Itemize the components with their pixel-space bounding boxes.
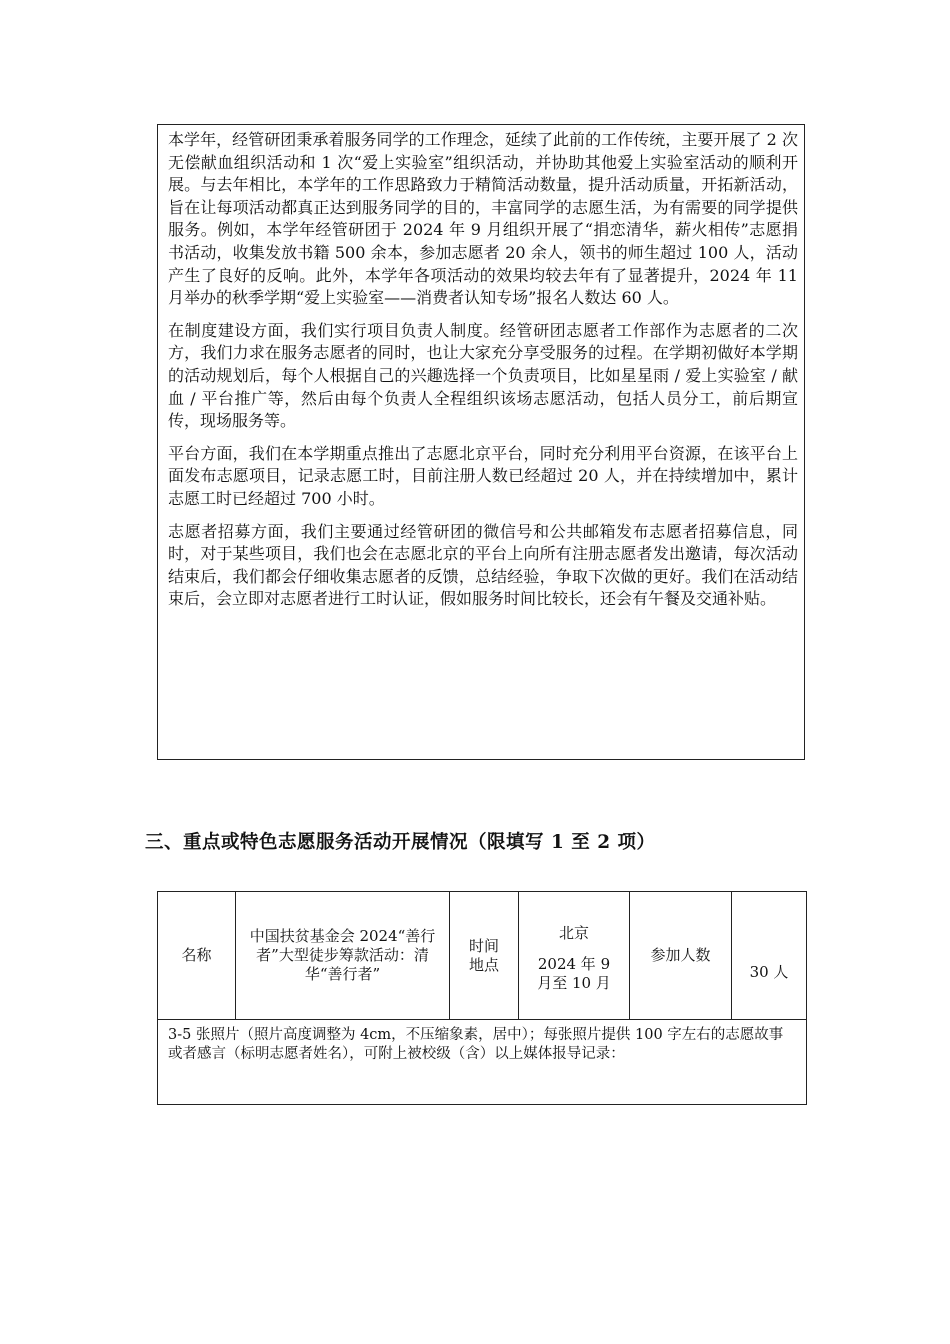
time-place-value-cell xyxy=(519,892,630,1020)
requirement-row xyxy=(158,1020,807,1105)
section-heading: 三、重点或特色志愿服务活动开展情况（限填写 1 至 2 项） xyxy=(145,832,656,853)
participants-value: 30 人 xyxy=(749,962,789,981)
requirement-cell xyxy=(158,1020,807,1105)
summary-paragraph-4: 志愿者招募方面，我们主要通过经管研团的微信号和公共邮箱发布志愿者招募信息，同时，对于某些项目，我们也会在志愿北京的平台上向所有注册志愿者发出邀请，每次活动结束后，我们都会仔细收集志愿者的反馈，总结经验，争取下次做的更好。我们在活动结束后，会立即对志愿者进行工时认证，假如服务时间比较长，还会有午餐及交通补贴。 xyxy=(168,521,798,609)
participants-label: 参加人数 xyxy=(650,946,711,964)
activity-table xyxy=(157,891,807,1105)
name-label-cell xyxy=(158,892,236,1020)
activity-info-row xyxy=(158,892,807,1020)
requirement-text: 3-5 张照片（照片高度调整为 4cm，不压缩象素，居中）；每张照片提供 100 字左右的志愿故事或者感言（标明志愿者姓名），可附上被校级（含）以上媒体报导记录： xyxy=(168,1027,784,1062)
summary-paragraph-2: 在制度建设方面，我们实行项目负责人制度。经管研团志愿者工作部作为志愿者的二次方，我们力求在服务志愿者的同时，也让大家充分享受服务的过程。在学期初做好本学期的活动规划后，每个人根据自己的兴趣选择一个负责项目，比如星星雨 / 爱上实验室 / 献血 / 平台推广等，然后由每个负责人全程组织该场志愿活动，包括人员分工，前后期宣传，现场服务等。 xyxy=(168,320,798,431)
participants-label-cell xyxy=(630,892,732,1020)
name-label: 名称 xyxy=(181,946,212,964)
time-place-label-cell xyxy=(450,892,519,1020)
summary-paragraph-3: 平台方面，我们在本学期重点推出了志愿北京平台，同时充分利用平台资源，在该平台上面发布志愿项目，记录志愿工时，目前注册人数已经超过 20 人，并在持续增加中，累计志愿工时已经超过 700 小时。 xyxy=(168,443,798,508)
name-value-cell xyxy=(236,892,450,1020)
time-value: 2024 年 9 月至 10 月 xyxy=(537,955,611,992)
time-place-label: 时间地点 xyxy=(468,936,499,974)
activity-name: 中国扶贫基金会 2024“善行者”大型徒步筹款活动：清华“善行者” xyxy=(249,927,436,983)
participants-value-cell xyxy=(732,892,807,1020)
summary-paragraph-1: 本学年，经管研团秉承着服务同学的工作理念，延续了此前的工作传统，主要开展了 2 次无偿献血组织活动和 1 次“爱上实验室”组织活动，并协助其他爱上实验室活动的顺利开展。与去年相比，本学年的工作思路致力于精简活动数量，提升活动质量，开拓新活动，旨在让每项活动都真正达到服务同学的目的，丰富同学的志愿生活，为有需要的同学提供服务。例如，本学年经管研团于 2024 年 9 月组织开展了“捐恋清华，薪火相传”志愿捐书活动，收集发放书籍 500 余本，参加志愿者 20 余人，领书的师生超过 100 人，活动产生了良好的反响。此外，本学年各项活动的效果均较去年有了显著提升，2024 年 11 月举办的秋季学期“爱上实验室——消费者认知专场”报名人数达 60 人。 xyxy=(168,130,798,308)
summary-box xyxy=(157,124,805,760)
place-value: 北京 xyxy=(558,924,589,942)
